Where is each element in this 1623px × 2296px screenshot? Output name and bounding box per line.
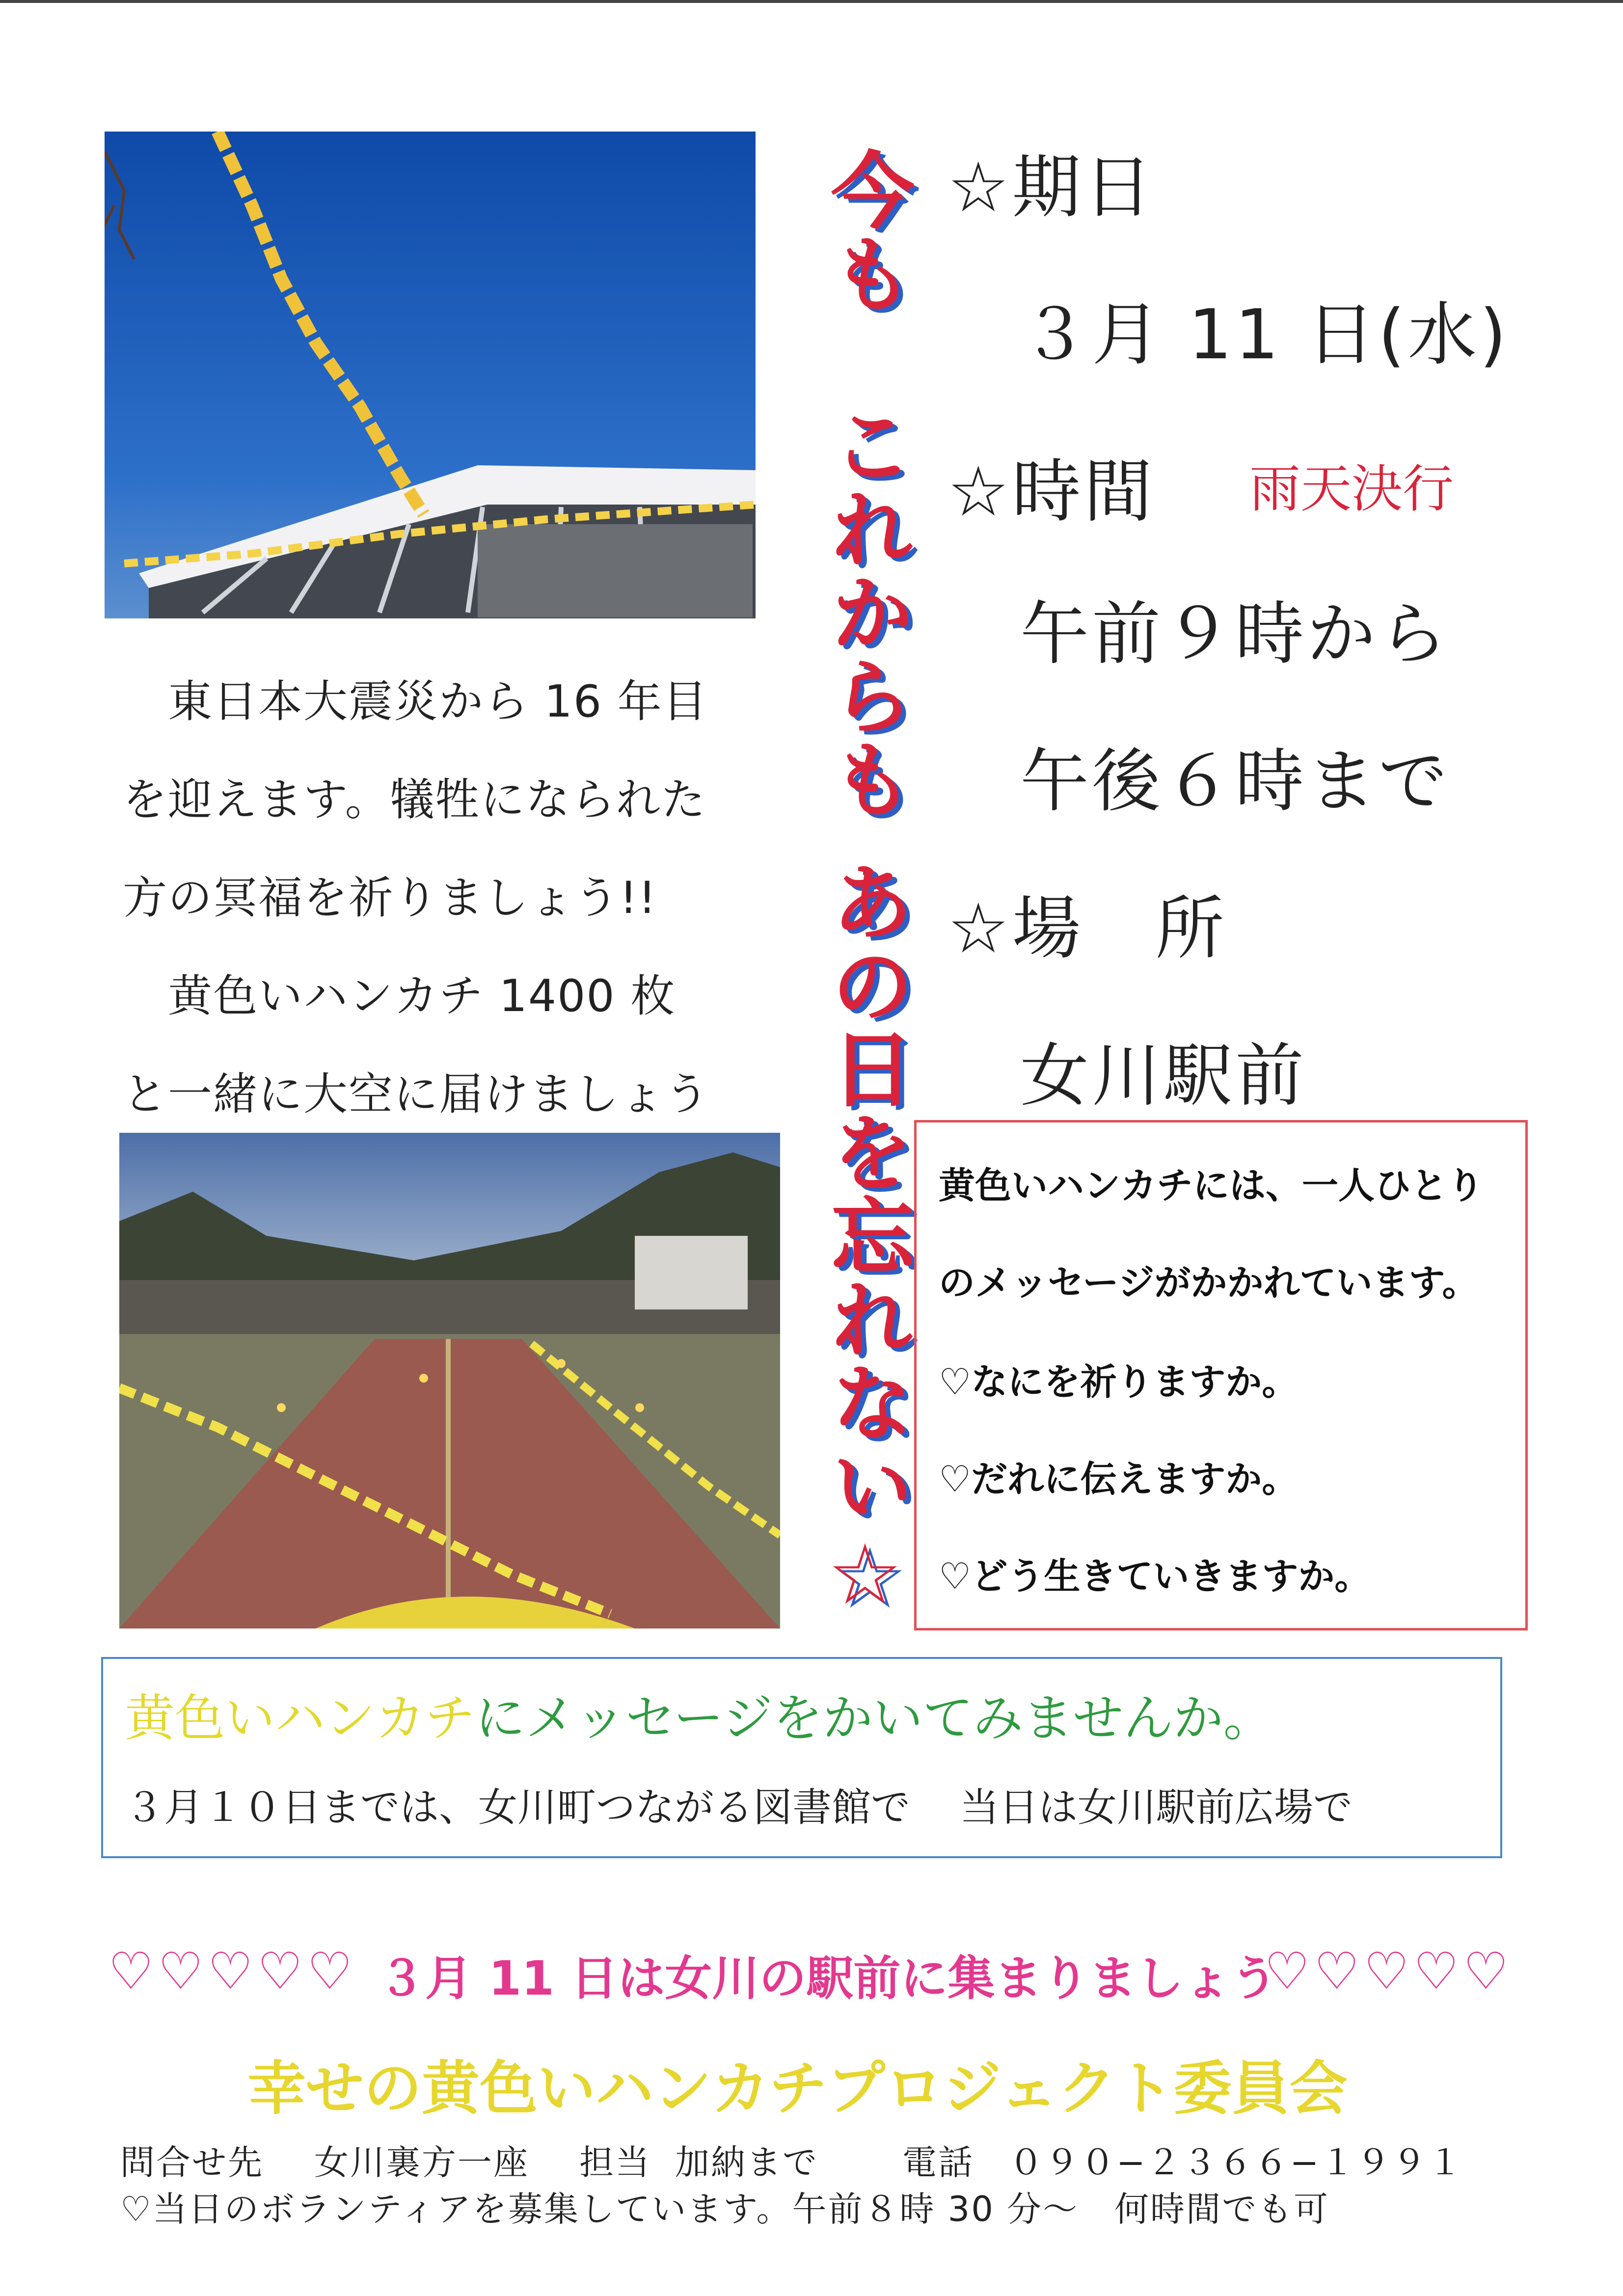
day-of-info: 当日は女川駅前広場で: [960, 1785, 1352, 1830]
time-to: 午後６時まで: [1020, 742, 1451, 822]
committee-name: 幸せの黄色いハンカチプロジェクト委員会: [248, 2055, 1348, 2122]
slogan-line: あの日を忘れない☆: [816, 859, 914, 1624]
gather-text: ３月 11 日は女川の駅前に集まりましょう: [378, 1951, 1278, 2006]
message-line: ♡だれに伝えますか。: [939, 1458, 1298, 1500]
message-line: ♡なにを祈りますか。: [939, 1361, 1298, 1403]
handkerchief-title: [125, 1679, 1273, 1750]
contact-org: 女川裏方一座: [314, 2142, 529, 2183]
slogan-line: これからも: [816, 402, 914, 820]
title-green: にメッセージをかいてみませんか。: [475, 1689, 1273, 1748]
handkerchief-box: [101, 1657, 1502, 1858]
intro-line: と一緒に大空に届けましょう: [123, 1068, 710, 1120]
volunteer-note: ♡当日のボランティアを募集しています。午前８時 30 分～ 何時間でも可: [120, 2189, 1330, 2229]
phone-label: 電話: [902, 2142, 974, 2183]
intro-line: 東日本大震災から 16 年目: [123, 676, 708, 727]
until-info: ３月１０日までは、女川町つながる図書館で: [125, 1785, 910, 1830]
slogan-line: 今も: [816, 147, 914, 314]
plaza-photo: [119, 1133, 780, 1629]
person-label: 担当: [579, 2142, 651, 2183]
date-value: ３月 11 日(水): [1020, 295, 1510, 375]
contact-label: 問合せ先: [120, 2142, 264, 2183]
time-heading: ☆時間: [947, 452, 1156, 532]
rain-note: 雨天決行: [1249, 459, 1454, 519]
top-rule: [0, 0, 1623, 3]
date-heading: ☆期日: [947, 148, 1156, 228]
message-line: ♡どう生きていきますか。: [939, 1555, 1371, 1598]
title-yellow: 黄色いハンカチ: [125, 1689, 475, 1748]
place-value: 女川駅前: [1020, 1036, 1307, 1116]
time-from: 午前９時から: [1020, 594, 1451, 674]
contact-person: 加納まで: [675, 2142, 818, 2183]
message-line: のメッセージがかかれています。: [939, 1262, 1479, 1304]
intro-line: 黄色いハンカチ 1400 枚: [123, 970, 676, 1022]
intro-line: を迎えます。犠牲になられた: [123, 774, 706, 826]
intro-line: 方の冥福を祈りましょう!!: [123, 872, 657, 924]
hearts-left: ♡♡♡♡♡: [108, 1941, 357, 2001]
station-photo: [105, 132, 756, 618]
intro-paragraph: [123, 653, 776, 1144]
hearts-right: ♡♡♡♡♡: [1264, 1941, 1513, 2001]
place-heading: ☆場 所: [947, 889, 1227, 969]
vertical-slogan: [805, 147, 914, 1644]
message-line: 黄色いハンカチには、一人ひとり: [939, 1165, 1484, 1207]
message-box: [914, 1120, 1528, 1630]
phone-number: ０９０−２３６６−１９９１: [1009, 2142, 1464, 2183]
